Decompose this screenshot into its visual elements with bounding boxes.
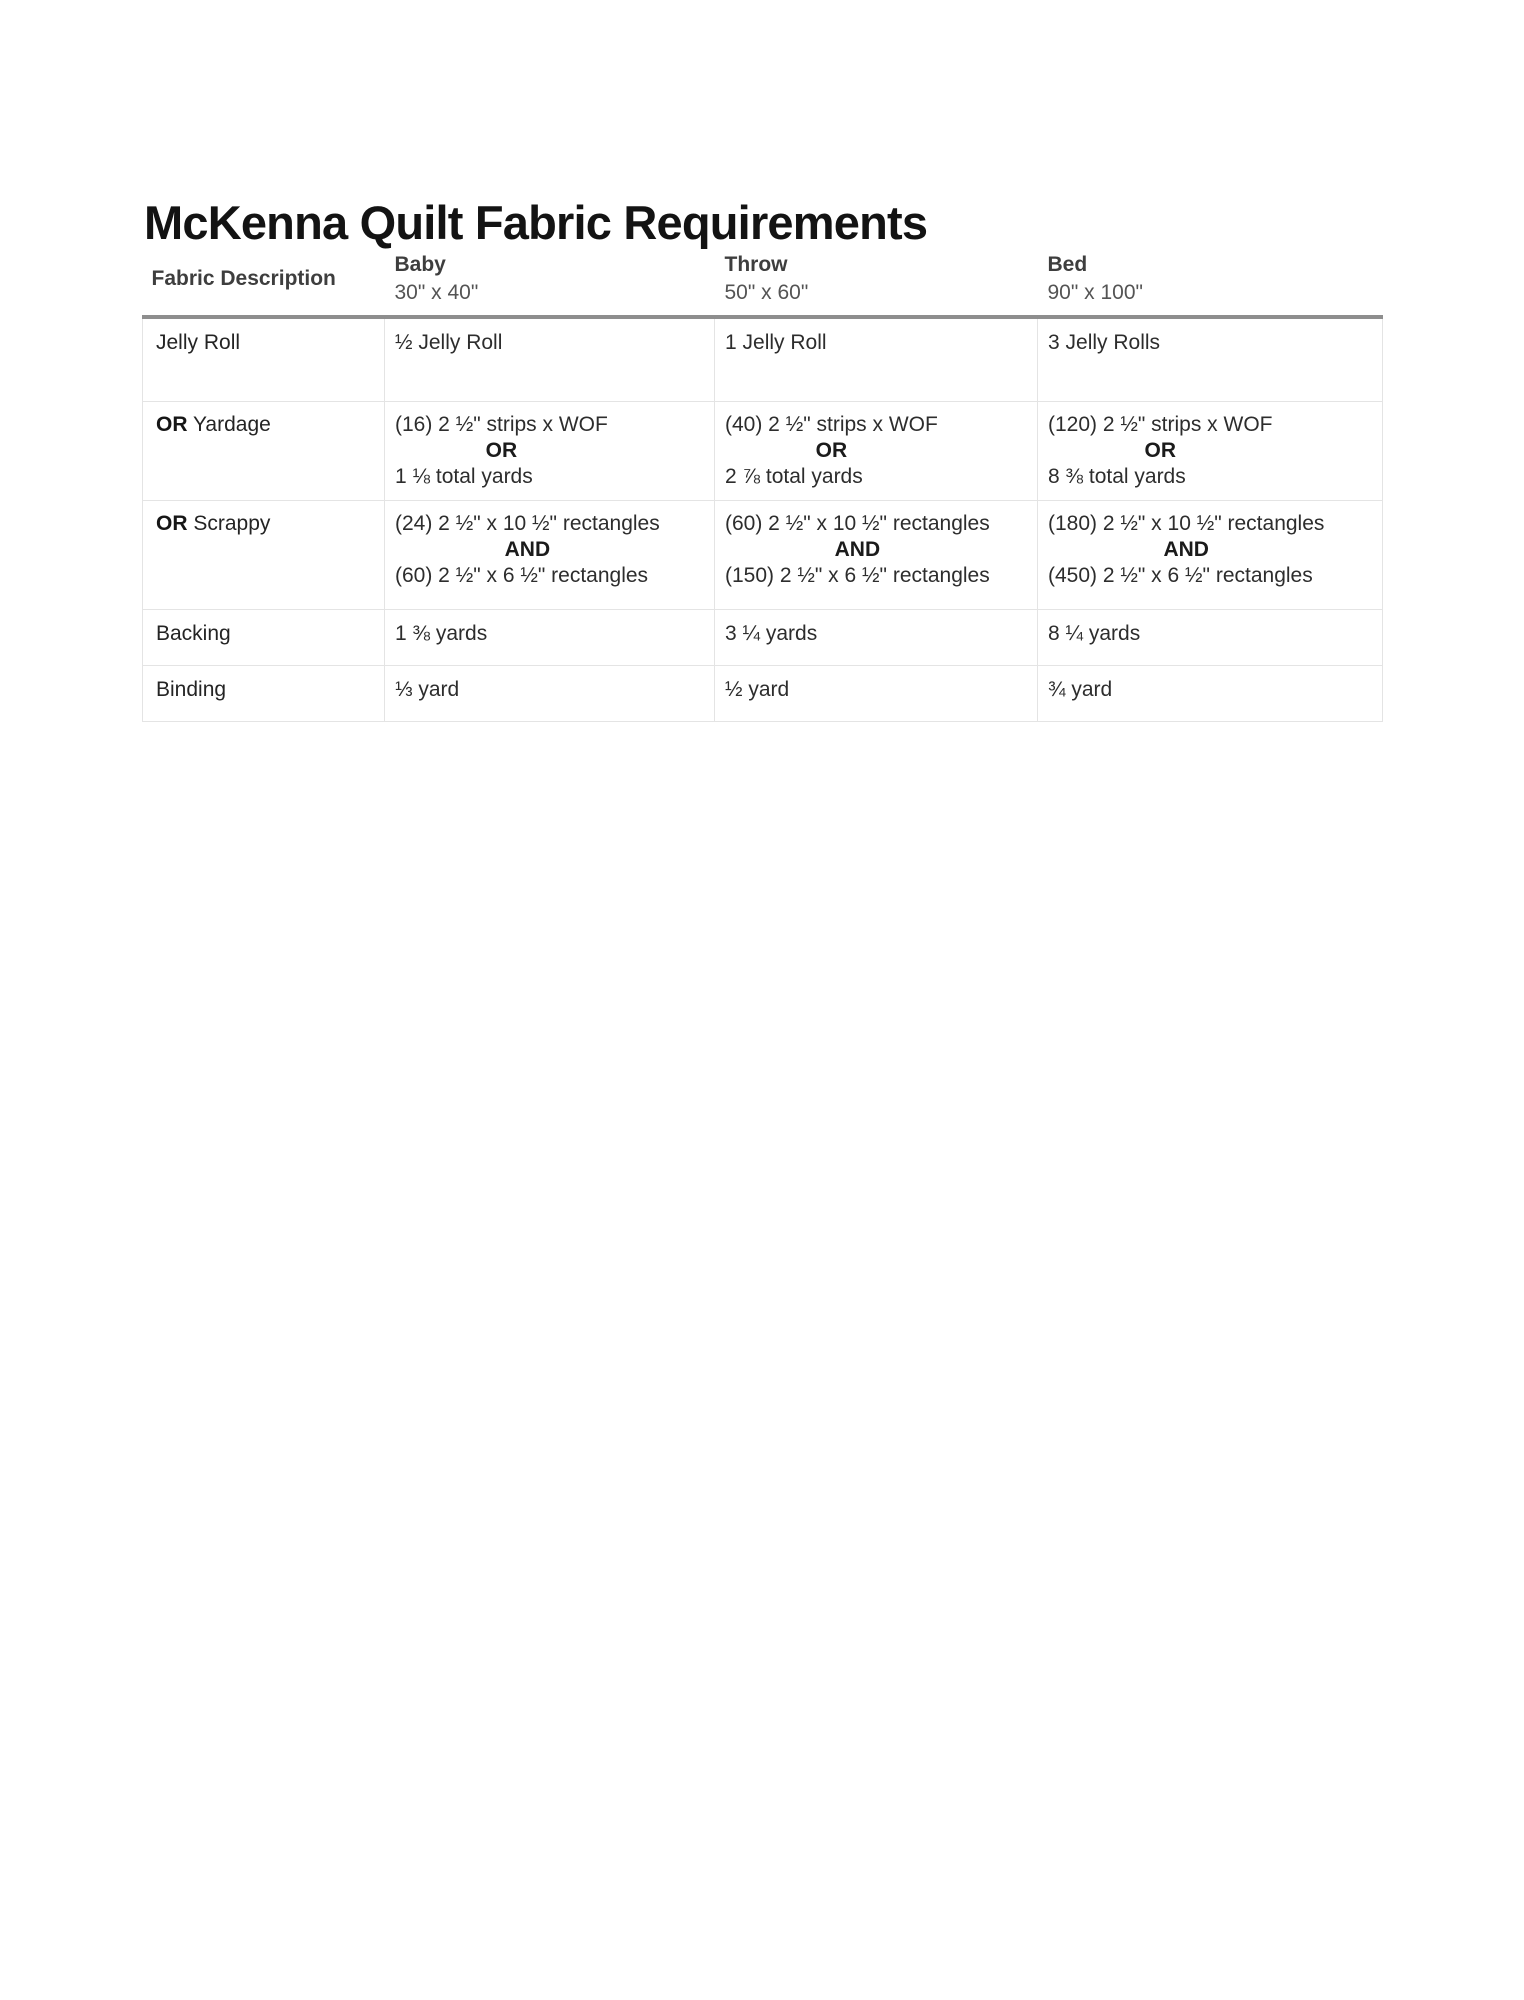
row-label-yardage: OR Yardage: [143, 401, 385, 500]
fabric-requirements-table: [142, 242, 1383, 722]
cell-r0-c0: [385, 317, 715, 401]
conjunction-label: OR: [1144, 438, 1176, 462]
table-row-backing: [143, 609, 1383, 665]
row-label-scrappy: OR Scrappy: [143, 500, 385, 609]
cell-content: [725, 511, 990, 589]
cell-line: ⅓ yard: [395, 677, 460, 701]
cell-content: [1048, 621, 1140, 647]
cell-content: [1048, 330, 1160, 356]
cell-content: [395, 621, 487, 647]
cell-r2-c2: [1038, 500, 1383, 609]
column-size-sublabel: 50" x 60": [724, 281, 809, 304]
column-header-baby: [385, 242, 715, 317]
row-label-bold-prefix: OR: [156, 511, 188, 535]
table-row-binding: [143, 665, 1383, 721]
cell-line: (16) 2 ½" strips x WOF: [395, 412, 608, 436]
cell-line: (180) 2 ½" x 10 ½" rectangles: [1048, 511, 1325, 535]
cell-r2-c1: [715, 500, 1038, 609]
cell-r0-c1: [715, 317, 1038, 401]
conjunction-label: AND: [1163, 537, 1209, 561]
column-header-throw: [715, 242, 1038, 317]
cell-content: [725, 412, 938, 490]
row-label-binding: Binding: [143, 665, 385, 721]
column-label: Bed: [1047, 253, 1088, 276]
cell-line: ¾ yard: [1048, 677, 1113, 701]
column-header-fabric-description: [143, 242, 385, 317]
column-size-sublabel: 30" x 40": [394, 281, 479, 304]
cell-line: 1 ⅜ yards: [395, 621, 488, 645]
cell-content: [1048, 677, 1112, 703]
row-label-bold-prefix: OR: [156, 412, 188, 436]
column-header-bed: [1038, 242, 1383, 317]
conjunction-label: AND: [504, 537, 551, 561]
cell-content: [1048, 412, 1273, 490]
cell-content: [395, 511, 660, 589]
cell-r0-c2: [1038, 317, 1383, 401]
cell-content: [395, 330, 502, 356]
cell-line: (120) 2 ½" strips x WOF: [1048, 412, 1273, 436]
cell-line: (24) 2 ½" x 10 ½" rectangles: [395, 511, 660, 535]
cell-line: (150) 2 ½" x 6 ½" rectangles: [725, 563, 990, 587]
cell-content: [395, 677, 459, 703]
table-row-jelly-roll: [143, 317, 1383, 401]
cell-line: (450) 2 ½" x 6 ½" rectangles: [1048, 563, 1313, 587]
cell-line: (60) 2 ½" x 10 ½" rectangles: [725, 511, 990, 535]
conjunction-label: OR: [485, 438, 518, 462]
cell-r3-c2: [1038, 609, 1383, 665]
cell-r3-c0: [385, 609, 715, 665]
cell-line: (60) 2 ½" x 6 ½" rectangles: [395, 563, 649, 587]
cell-content: [1048, 511, 1324, 589]
cell-content: [395, 412, 608, 490]
cell-r4-c0: [385, 665, 715, 721]
cell-line: 8 ⅜ total yards: [1048, 464, 1186, 488]
conjunction-label: AND: [834, 537, 881, 561]
conjunction-label: OR: [815, 438, 848, 462]
cell-line: ½ yard: [725, 677, 790, 701]
table-body: [143, 317, 1383, 721]
cell-content: [725, 621, 817, 647]
table-row-yardage: [143, 401, 1383, 500]
column-label: Baby: [394, 253, 446, 276]
column-size-sublabel: 90" x 100": [1047, 281, 1143, 304]
column-label: Throw: [724, 253, 788, 276]
cell-line: 1 Jelly Roll: [725, 331, 827, 354]
cell-r2-c0: [385, 500, 715, 609]
cell-r1-c1: [715, 401, 1038, 500]
cell-r4-c1: [715, 665, 1038, 721]
cell-line: 3 Jelly Rolls: [1048, 331, 1161, 354]
cell-r1-c2: [1038, 401, 1383, 500]
column-label: Fabric Description: [151, 267, 336, 290]
cell-line: 8 ¼ yards: [1048, 621, 1141, 645]
cell-r4-c2: [1038, 665, 1383, 721]
table-row-scrappy: [143, 500, 1383, 609]
page-title: McKenna Quilt Fabric Requirements: [144, 196, 928, 249]
cell-line: 2 ⅞ total yards: [725, 464, 863, 488]
cell-content: [725, 330, 827, 356]
row-label-jelly-roll: Jelly Roll: [143, 317, 385, 401]
cell-line: (40) 2 ½" strips x WOF: [725, 412, 938, 436]
row-label-backing: Backing: [143, 609, 385, 665]
cell-line: ½ Jelly Roll: [395, 331, 503, 354]
cell-line: 1 ⅛ total yards: [395, 464, 533, 488]
cell-line: 3 ¼ yards: [725, 621, 818, 645]
cell-r1-c0: [385, 401, 715, 500]
cell-content: [725, 677, 789, 703]
cell-r3-c1: [715, 609, 1038, 665]
table-header-row: [143, 242, 1383, 317]
